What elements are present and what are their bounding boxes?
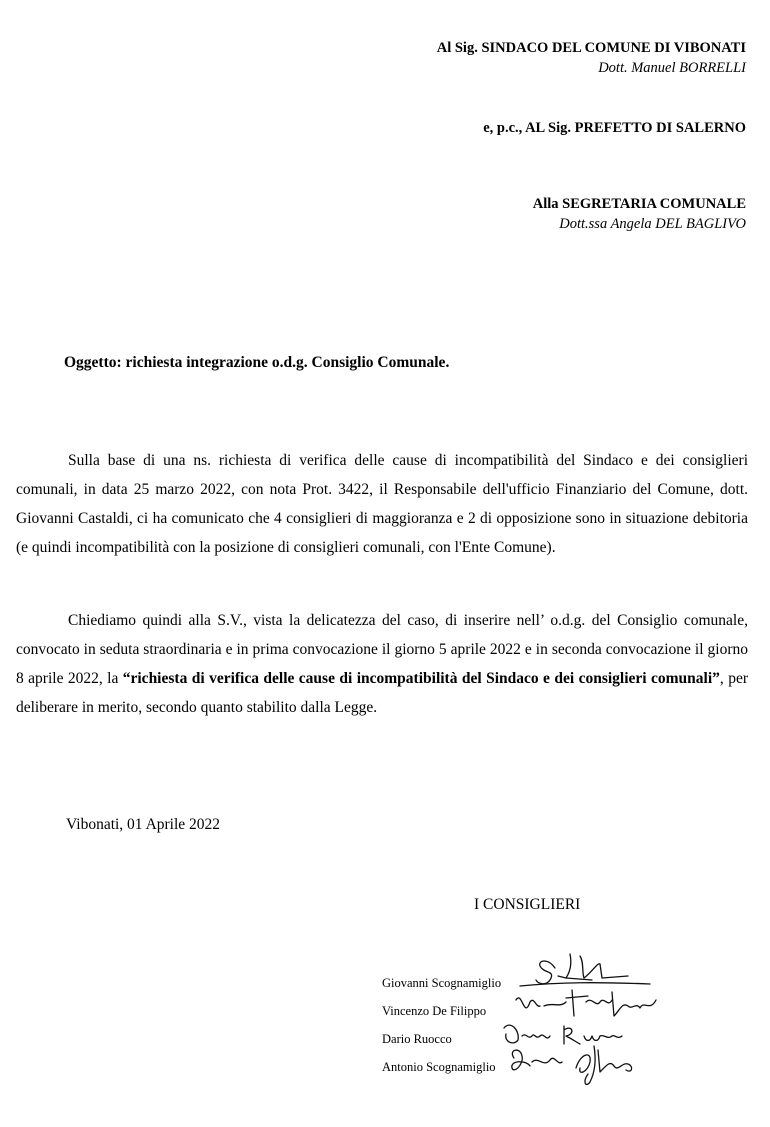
signature-4-drawing	[512, 1046, 632, 1084]
paragraph-1-text: Sulla base di una ns. richiesta di verifica delle cause di incompatibilità del Sindaco e dei consiglieri comunali, in data 25 marzo 2022, con nota Prot. 3422, il Responsabile dell'ufficio Finanziario del Comune, dott. Giovanni Castaldi, ci ha comunicato che 4 consiglieri di maggioranza e 2 di opposizione sono in situazione debitoria (e quindi incompatibilità con la posizione di consiglieri comunali, con l'Ente Comune).	[16, 452, 748, 556]
recipient-secretary	[533, 194, 746, 234]
recipient-sub: Dott.ssa Angela DEL BAGLIVO	[559, 216, 746, 232]
recipient-sub: Dott. Manuel BORRELLI	[598, 60, 746, 76]
paragraph-2-bold: “richiesta di verifica delle cause di incompatibilità del Sindaco e dei consiglieri comunali”	[122, 670, 720, 687]
letter-date: Vibonati, 01 Aprile 2022	[66, 816, 221, 833]
signature-3-drawing	[504, 1025, 622, 1044]
handwritten-signatures	[500, 950, 680, 1090]
signer-name: Dario Ruocco	[382, 1032, 452, 1046]
recipient-name: Alla SEGRETARIA COMUNALE	[532, 196, 746, 212]
recipient-name: AL Sig. PREFETTO DI SALERNO	[525, 120, 746, 136]
paragraph-2-before: Chiediamo quindi alla S.V., vista la delicatezza del caso, di inserire nell’ o.d.g. del Consiglio comunale, convocato in seduta straordinaria e in prima convocazione il giorno 5 aprile 2022 e in seconda convocazione il giorno 8 aprile 2022, la	[16, 612, 748, 687]
signers-title: I CONSIGLIERI	[474, 896, 581, 913]
signer-name: Antonio Scognamiglio	[382, 1060, 496, 1074]
recipient-name: Al Sig. SINDACO DEL COMUNE DI VIBONATI	[436, 40, 746, 56]
recipient-mayor	[437, 38, 746, 78]
signature-1-drawing	[520, 954, 650, 986]
recipient-prefix: e, p.c.,	[483, 120, 526, 136]
paragraph-2-after: , per deliberare in merito, secondo quanto stabilito dalla Legge.	[16, 670, 748, 716]
letter-subject: Oggetto: richiesta integrazione o.d.g. Consiglio Comunale.	[64, 354, 450, 371]
paragraph-2	[16, 606, 748, 722]
signer-name: Vincenzo De Filippo	[382, 1004, 487, 1018]
recipient-prefect	[483, 118, 746, 138]
signature-2-drawing	[516, 990, 656, 1016]
paragraph-1	[16, 446, 748, 562]
signer-name: Giovanni Scognamiglio	[382, 976, 502, 990]
